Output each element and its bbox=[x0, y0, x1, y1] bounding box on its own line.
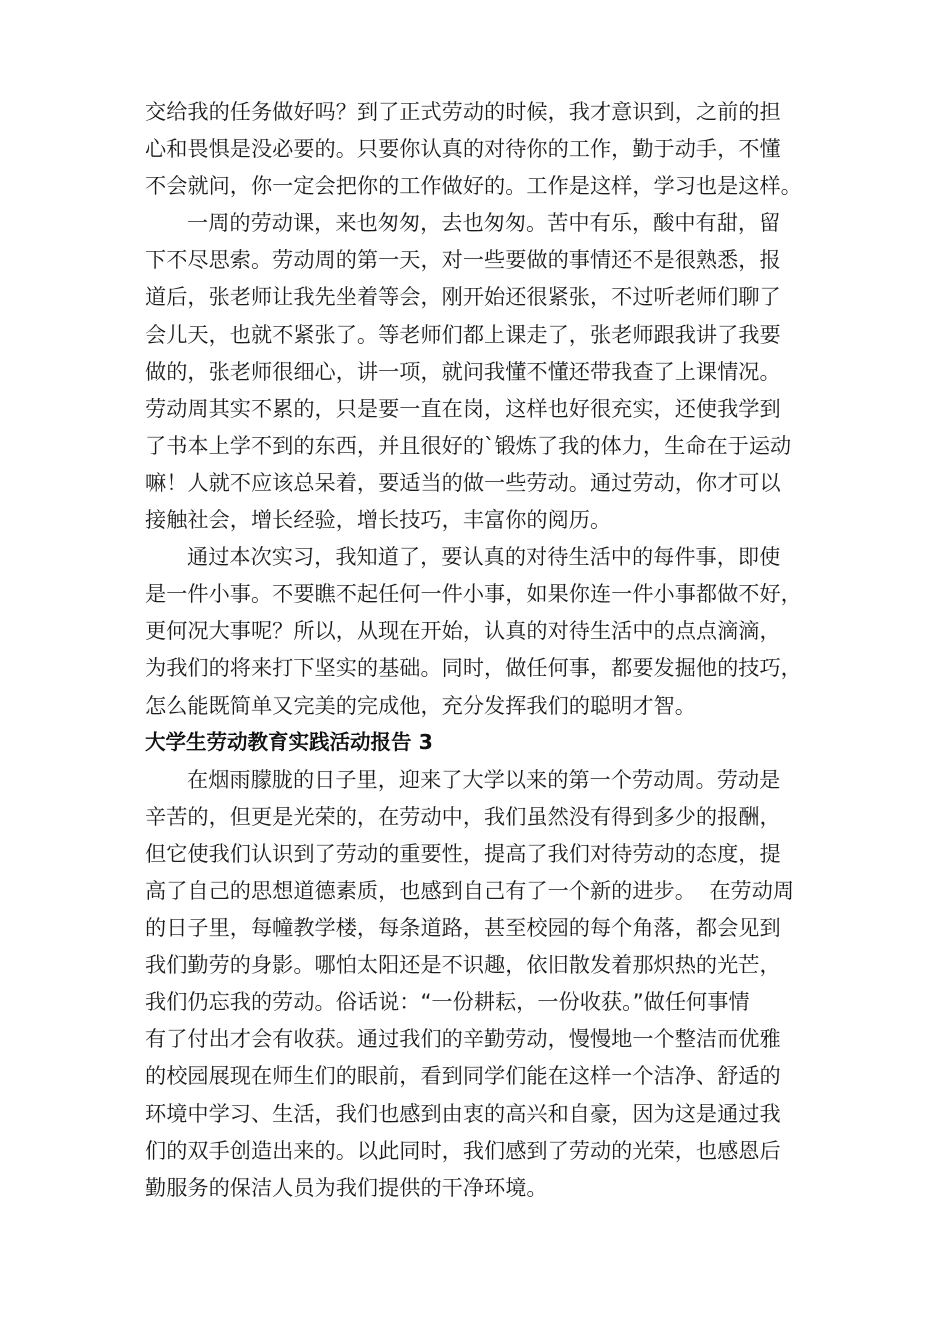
paragraph-labor-week bbox=[145, 204, 815, 538]
text-line: 劳动周其实不累的，只是要一直在岗，这样也好很充实，还使我学到 bbox=[145, 395, 781, 421]
text-line: 嘛！人就不应该总呆着，要适当的做一些劳动。通过劳动，你才可以 bbox=[145, 469, 781, 495]
text-line: 我们仍忘我的劳动。俗话说：“一份耕耘，一份收获。”做任何事情 bbox=[145, 989, 750, 1015]
text-line: 但它使我们认识到了劳动的重要性，提高了我们对待劳动的态度，提 bbox=[145, 840, 781, 866]
text-line: 不会就问，你一定会把你的工作做好的。工作是这样，学习也是这样。 bbox=[145, 173, 802, 199]
text-line: 我们勤劳的身影。哪怕太阳还是不识趣，依旧散发着那炽热的光芒， bbox=[145, 952, 781, 978]
text-line: 辛苦的，但更是光荣的，在劳动中，我们虽然没有得到多少的报酬， bbox=[145, 803, 781, 829]
text-line: 道后，张老师让我先坐着等会，刚开始还很紧张，不过听老师们聊了 bbox=[145, 284, 781, 310]
text-line: 的校园展现在师生们的眼前，看到同学们能在这样一个洁净、舒适的 bbox=[145, 1063, 781, 1089]
text-line: 有了付出才会有收获。通过我们的辛勤劳动，慢慢地一个整洁而优雅 bbox=[145, 1026, 781, 1052]
text-line: 做的，张老师很细心，讲一项，就问我懂不懂还带我查了上课情况。 bbox=[145, 358, 781, 384]
document-body bbox=[145, 93, 815, 1206]
text-line: 高了自己的思想道德素质，也感到自己有了一个新的进步。 在劳动周 bbox=[145, 877, 795, 903]
text-line: 勤服务的保洁人员为我们提供的干净环境。 bbox=[145, 1174, 548, 1200]
text-line: 为我们的将来打下坚实的基础。同时，做任何事，都要发掘他的技巧， bbox=[145, 655, 802, 681]
text-line: 会儿天，也就不紧张了。等老师们都上课走了，张老师跟我讲了我要 bbox=[145, 321, 781, 347]
text-line: 环境中学习、生活，我们也感到由衷的高兴和自豪，因为这是通过我 bbox=[145, 1100, 781, 1126]
text-line: 更何况大事呢？所以，从现在开始，认真的对待生活中的点点滴滴， bbox=[145, 618, 781, 644]
paragraph-report-3 bbox=[145, 761, 815, 1206]
text-line: 通过本次实习，我知道了，要认真的对待生活中的每件事，即使 bbox=[187, 544, 781, 570]
text-line: 的日子里，每幢教学楼，每条道路，甚至校园的每个角落，都会见到 bbox=[145, 915, 781, 941]
text-line: 在烟雨朦胧的日子里，迎来了大学以来的第一个劳动周。劳动是 bbox=[187, 766, 781, 792]
text-line: 下不尽思索。劳动周的第一天，对一些要做的事情还不是很熟悉，报 bbox=[145, 247, 781, 273]
text-line: 怎么能既简单又完美的完成他，充分发挥我们的聪明才智。 bbox=[145, 692, 696, 718]
text-line: 接触社会，增长经验，增长技巧，丰富你的阅历。 bbox=[145, 507, 612, 533]
text-line: 一周的劳动课，来也匆匆，去也匆匆。苦中有乐，酸中有甜，留 bbox=[187, 210, 781, 236]
paragraph-continuation bbox=[145, 93, 815, 204]
section-heading: 大学生劳动教育实践活动报告 3 bbox=[145, 729, 433, 754]
text-line: 们的双手创造出来的。以此同时，我们感到了劳动的光荣，也感恩后 bbox=[145, 1137, 781, 1163]
text-line: 是一件小事。不要瞧不起任何一件小事，如果你连一件小事都做不好， bbox=[145, 581, 802, 607]
text-line: 心和畏惧是没必要的。只要你认真的对待你的工作，勤于动手，不懂 bbox=[145, 136, 781, 162]
text-line: 了书本上学不到的东西，并且很好的`锻炼了我的体力，生命在于运动 bbox=[145, 432, 792, 458]
text-line: 交给我的任务做好吗？到了正式劳动的时候，我才意识到，之前的担 bbox=[145, 99, 781, 124]
paragraph-internship bbox=[145, 538, 815, 723]
